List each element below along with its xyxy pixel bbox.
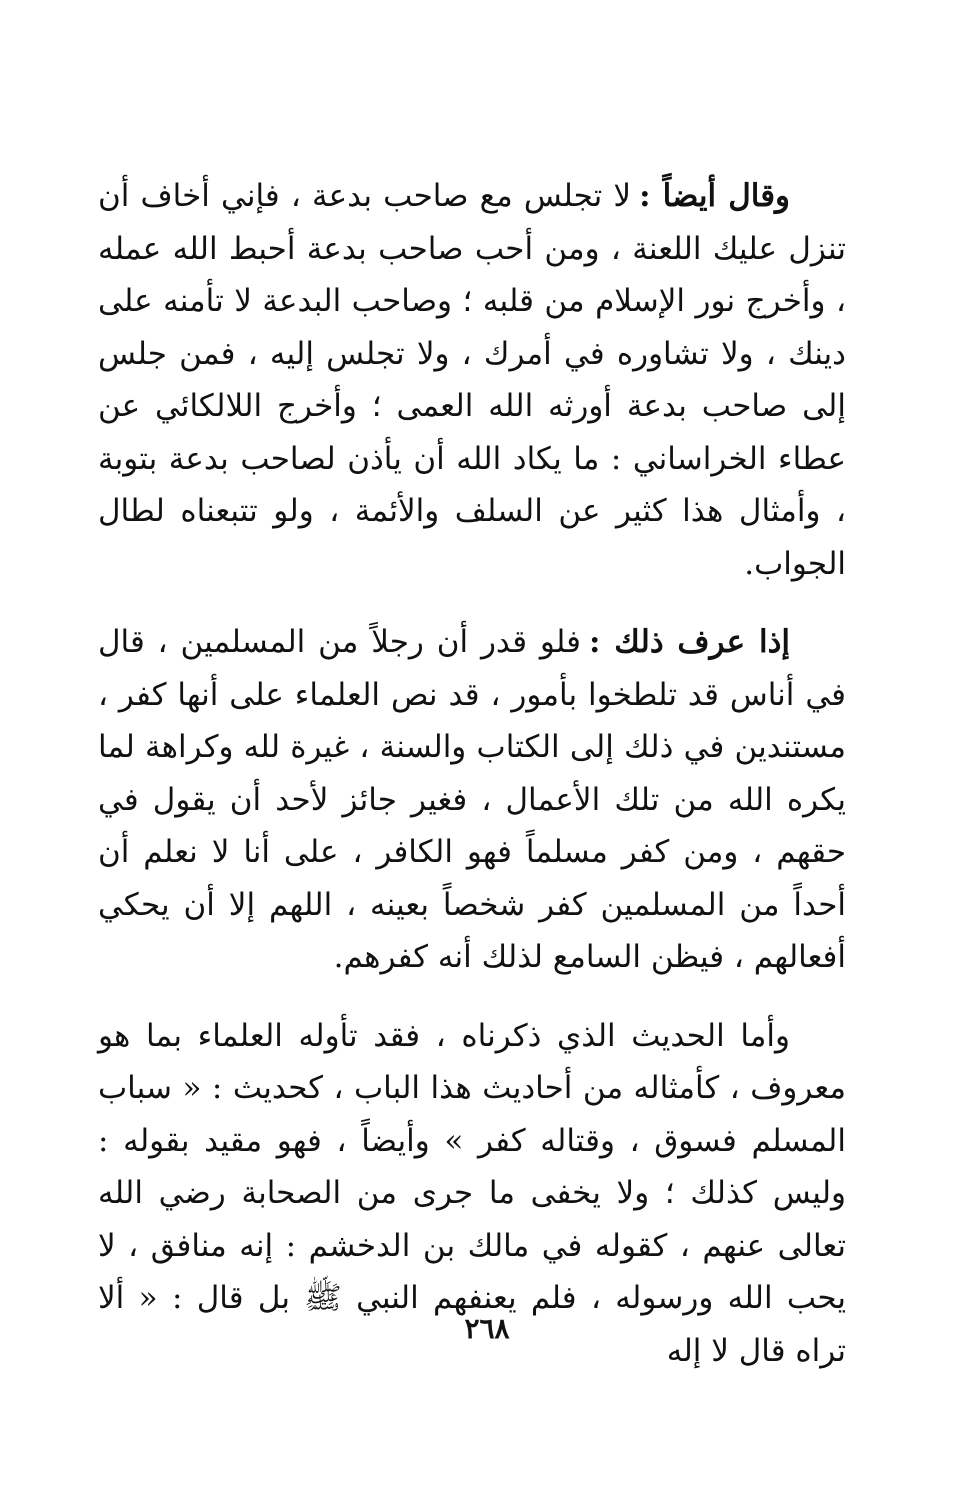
paragraph-1 <box>98 170 846 590</box>
paragraph-1-lead: وقال أيضاً : <box>639 178 790 214</box>
paragraph-2-lead: إذا عرف ذلك : <box>589 624 790 660</box>
paragraph-2-text: فلو قدر أن رجلاً من المسلمين ، قال في أناس قد تلطخوا بأمور ، قد نص العلماء على أنها كفر ، مستندين في ذلك إلى الكتاب والسنة ، غيرة لله وكراهة لما يكره الله من تلك الأعمال ، فغير جائز لأحد أن يقول في حقهم ، ومن كفر مسلماً فهو الكافر ، على أنا لا نعلم أن أحداً من المسلمين كفر شخصاً بعينه ، اللهم إلا أن يحكي أفعالهم ، فيظن السامع لذلك أنه كفرهم. <box>98 624 846 975</box>
paragraph-1-text: لا تجلس مع صاحب بدعة ، فإني أخاف أن تنزل عليك اللعنة ، ومن أحب صاحب بدعة أحبط الله عمله ، وأخرج نور الإسلام من قلبه ؛ وصاحب البدعة لا تأمنه على دينك ، ولا تشاوره في أمرك ، ولا تجلس إليه ، فمن جلس إلى صاحب بدعة أورثه الله العمى ؛ وأخرج اللالكائي عن عطاء الخراساني : ما يكاد الله أن يأذن لصاحب بدعة بتوبة ، وأمثال هذا كثير عن السلف والأئمة ، ولو تتبعناه لطال الجواب. <box>98 178 846 582</box>
paragraph-3-text: وأما الحديث الذي ذكرناه ، فقد تأوله العلماء بما هو معروف ، كأمثاله من أحاديث هذا الباب ، كحديث : « سباب المسلم فسوق ، وقتاله كفر » وأيضاً ، فهو مقيد بقوله : وليس كذلك ؛ ولا يخفى ما جرى من الصحابة رضي الله تعالى عنهم ، كقوله في مالك بن الدخشم : إنه منافق ، لا يحب الله ورسوله ، فلم يعنفهم النبي ﷺ بل قال : « ألا تراه قال لا إله <box>98 1017 846 1369</box>
paragraph-2 <box>98 616 846 984</box>
book-page-body <box>98 170 846 1377</box>
page-number: ٢٦٨ <box>464 1312 510 1345</box>
